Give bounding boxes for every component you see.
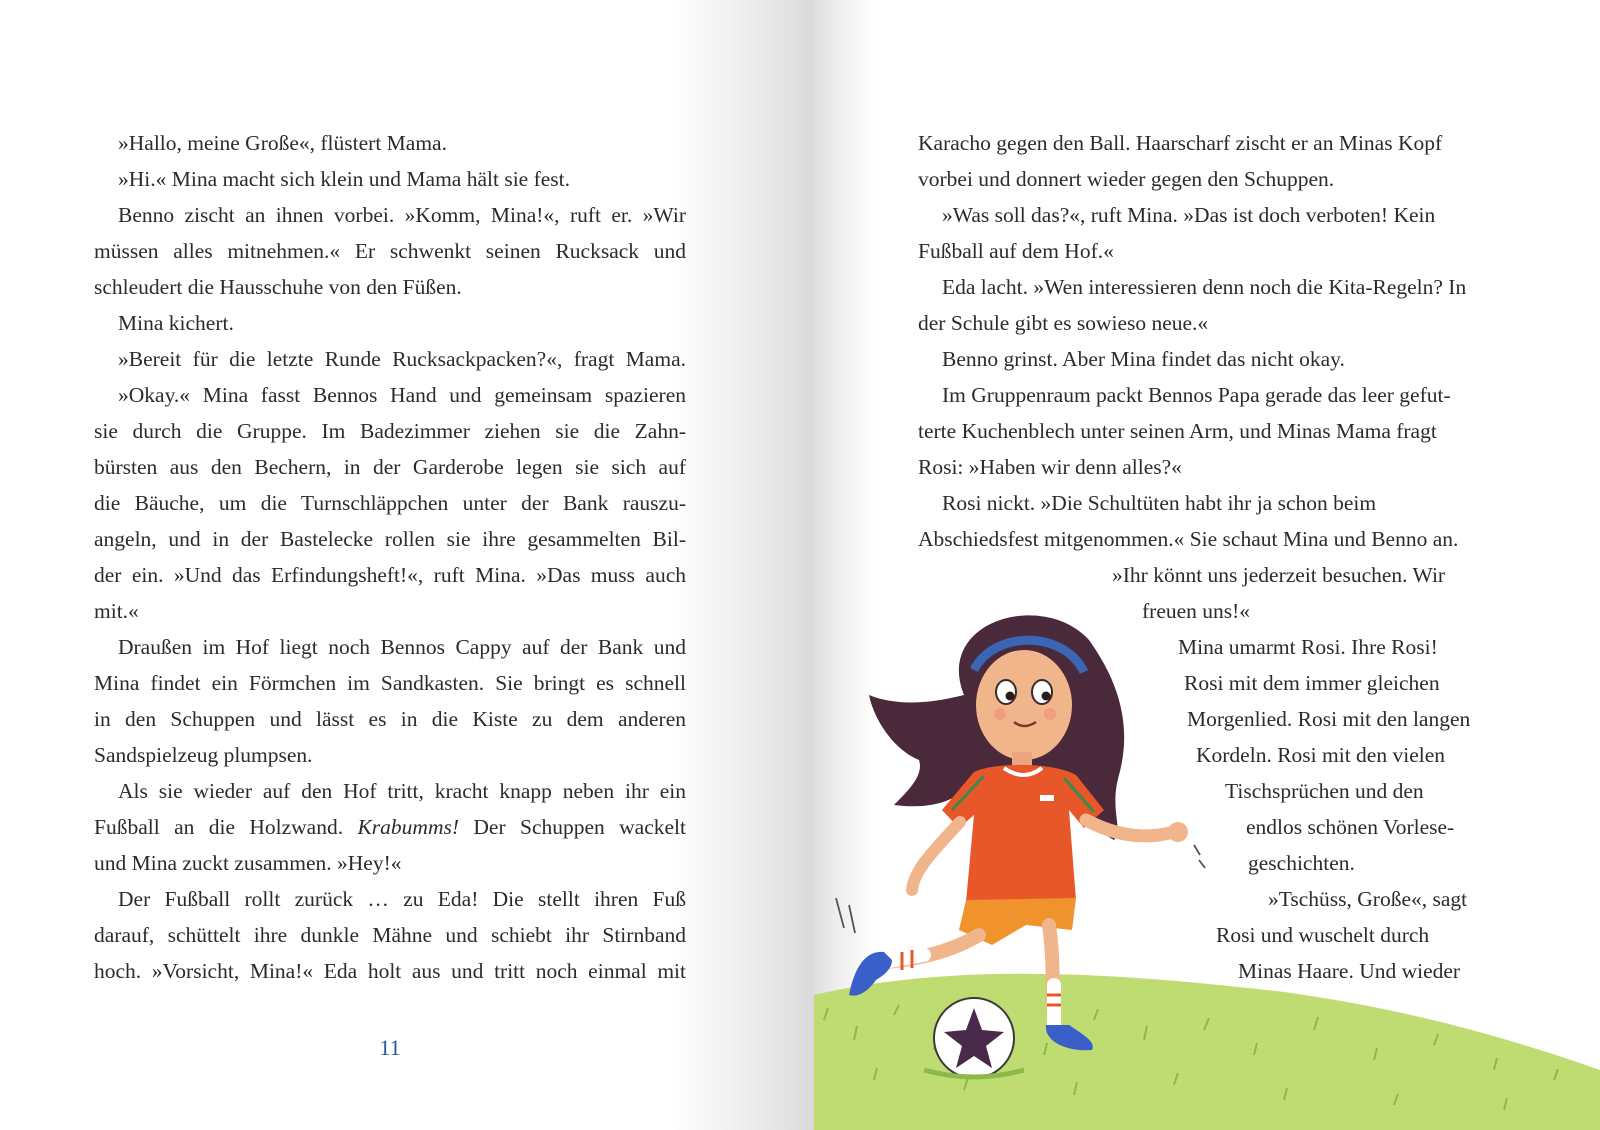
text-line: »Tschüss, Große«, sagt <box>1268 887 1468 911</box>
text-line: terte Kuchenblech unter seinen Arm, und Minas Mama fragt <box>918 419 1437 443</box>
text-line: Rosi nickt. »Die Schultüten habt ihr ja schon beim <box>942 491 1377 515</box>
text-line: Rosi mit dem immer gleichen <box>1184 671 1440 695</box>
text-line: freuen uns!« <box>1142 599 1251 623</box>
text-line: in den Schuppen und lässt es in die Kiste zu dem anderen <box>94 707 686 731</box>
text-line: Draußen im Hof liegt noch Bennos Cappy auf der Bank und <box>118 635 686 659</box>
text-line: Benno grinst. Aber Mina findet das nicht okay. <box>942 347 1345 371</box>
text-line: Kordeln. Rosi mit den vielen <box>1196 743 1446 767</box>
text-line: der ein. »Und das Erfindungsheft!«, ruft Mina. »Das muss auch <box>94 563 686 587</box>
text-fragment: Fußball an die Holzwand. <box>94 815 358 839</box>
text-line: »Was soll das?«, ruft Mina. »Das ist doch verboten! Kein <box>942 203 1436 227</box>
text-line: müssen alles mitnehmen.« Er schwenkt seinen Rucksack und <box>94 239 686 263</box>
right-eye <box>1032 680 1052 704</box>
text-line: »Okay.« Mina fasst Bennos Hand und gemeinsam spazieren <box>118 383 686 407</box>
text-line: »Hi.« Mina macht sich klein und Mama hält sie fest. <box>118 167 571 191</box>
text-line: darauf, schüttelt ihre dunkle Mähne und schiebt ihr Stirnband <box>94 923 686 947</box>
text-line: Morgenlied. Rosi mit den langen <box>1187 707 1471 731</box>
text-line: »Ihr könnt uns jederzeit besuchen. Wir <box>1112 563 1446 587</box>
left-page-text <box>94 125 694 989</box>
text-line: angeln, und in der Bastelecke rollen sie ihre gesammelten Bil- <box>94 527 686 551</box>
text-line: »Hallo, meine Große«, flüstert Mama. <box>118 131 447 155</box>
right-pupil <box>1042 692 1051 701</box>
page-number: 11 <box>379 1035 401 1060</box>
left-pupil <box>1006 692 1015 701</box>
text-line: Mina umarmt Rosi. Ihre Rosi! <box>1178 635 1438 659</box>
text-line: bürsten aus den Bechern, in der Garderobe legen sie sich auf <box>94 455 686 479</box>
face <box>976 650 1072 760</box>
text-line: Benno zischt an ihnen vorbei. »Komm, Mina!«, ruft er. »Wir <box>118 203 686 227</box>
jersey <box>942 765 1104 902</box>
left-arm <box>912 822 960 890</box>
text-line: endlos schönen Vorlese- <box>1246 815 1455 839</box>
right-page <box>814 0 1600 1130</box>
text-fragment: Der Schuppen wackelt <box>459 815 686 839</box>
text-line: Eda lacht. »Wen interessieren denn noch die Kita-Regeln? In <box>942 275 1467 299</box>
text-line: Tischsprüchen und den <box>1225 779 1424 803</box>
text-line: hoch. »Vorsicht, Mina!« Eda holt aus und tritt noch einmal mit <box>94 959 686 983</box>
text-line: Im Gruppenraum packt Bennos Papa gerade das leer gefut- <box>942 383 1451 407</box>
cheek <box>994 708 1006 720</box>
text-line: Sandspielzeug plumpsen. <box>94 743 313 767</box>
right-hand <box>1168 822 1188 842</box>
text-line: Rosi: »Haben wir denn alles?« <box>918 455 1182 479</box>
text-line: Als sie wieder auf den Hof tritt, kracht knapp neben ihr ein <box>118 779 686 803</box>
text-line: »Bereit für die letzte Runde Rucksackpacken?«, fragt Mama. <box>118 347 686 371</box>
text-line: Minas Haare. Und wieder <box>1238 959 1461 983</box>
text-line: Mina findet ein Förmchen im Sandkasten. Sie bringt es schnell <box>94 671 686 695</box>
text-line: Karacho gegen den Ball. Haarscharf zischt er an Minas Kopf <box>918 131 1443 155</box>
emphasis-text: Krabumms! <box>357 815 460 839</box>
text-line: Mina kichert. <box>118 311 234 335</box>
text-line: der Schule gibt es sowieso neue.« <box>918 311 1209 335</box>
text-line <box>94 809 686 845</box>
text-line: vorbei und donnert wieder gegen den Schuppen. <box>918 167 1335 191</box>
text-line: geschichten. <box>1248 851 1355 875</box>
text-line: sie durch die Gruppe. Im Badezimmer ziehen sie die Zahn- <box>94 419 686 443</box>
grass-hill <box>814 974 1600 1130</box>
text-line: Abschiedsfest mitgenommen.« Sie schaut Mina und Benno an. <box>918 527 1459 551</box>
jersey-badge <box>1040 795 1054 801</box>
text-line: schleudert die Hausschuhe von den Füßen. <box>94 275 462 299</box>
text-line: und Mina zuckt zusammen. »Hey!« <box>94 851 402 875</box>
text-line: Fußball auf dem Hof.« <box>918 239 1114 263</box>
left-eye <box>996 680 1016 704</box>
text-line: die Bäuche, um die Turnschläppchen unter der Bank rauszu- <box>94 491 686 515</box>
text-line: Der Fußball rollt zurück … zu Eda! Die stellt ihren Fuß <box>118 887 686 911</box>
text-line: Rosi und wuschelt durch <box>1216 923 1430 947</box>
right-arm <box>1086 820 1174 836</box>
text-line: mit.« <box>94 599 139 623</box>
cheek <box>1044 708 1056 720</box>
girl-football-illustration <box>814 600 1600 1130</box>
